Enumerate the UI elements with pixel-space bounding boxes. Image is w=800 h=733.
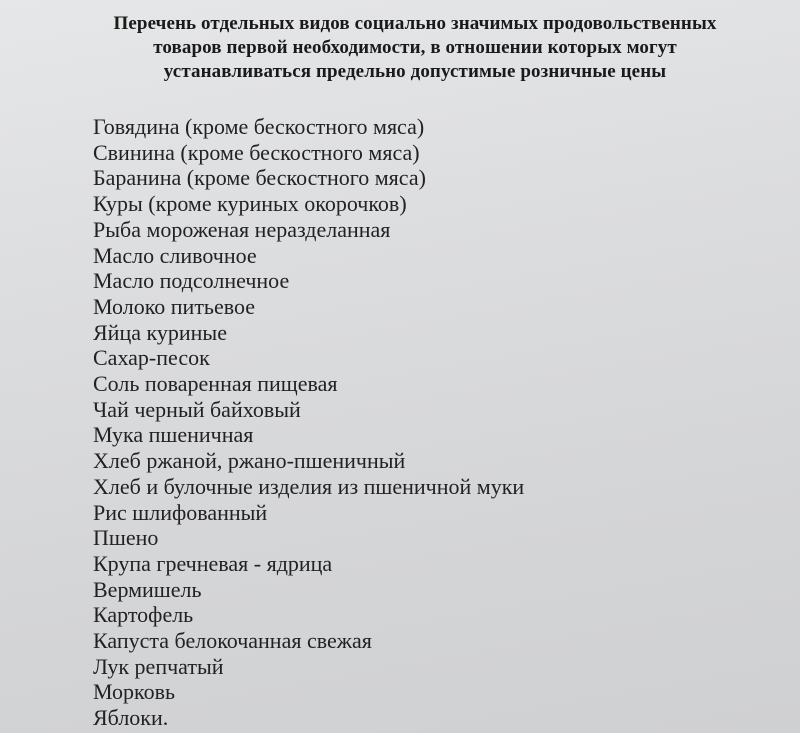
list-item: Морковь xyxy=(93,679,176,705)
list-item: Хлеб и булочные изделия из пшеничной муки xyxy=(93,473,525,499)
document-title xyxy=(60,12,770,84)
list-item: Мука пшеничная xyxy=(93,422,254,448)
list-item: Яйца куриные xyxy=(93,319,227,345)
list-item: Говядина (кроме бескостного мяса) xyxy=(93,114,425,139)
list-item: Лук репчатый xyxy=(93,653,224,679)
list-item: Масло подсолнечное xyxy=(93,268,290,294)
list-item: Крупа гречневая - ядрица xyxy=(93,550,333,576)
title-line: Перечень отдельных видов социально значимых продовольственных xyxy=(113,13,717,34)
list-item: Рыба мороженая неразделанная xyxy=(93,216,391,242)
list-item: Капуста белокочанная свежая xyxy=(93,628,372,654)
list-item: Вермишель xyxy=(93,576,202,602)
list-item: Картофель xyxy=(93,602,194,628)
list-item: Баранина (кроме бескостного мяса) xyxy=(93,165,426,191)
list-item: Куры (кроме куриных окорочков) xyxy=(93,191,407,217)
list-item: Свинина (кроме бескостного мяса) xyxy=(93,139,420,165)
list-item: Чай черный байховый xyxy=(93,396,301,422)
list-item: Пшено xyxy=(93,525,159,551)
goods-list xyxy=(93,114,524,731)
list-item: Масло сливочное xyxy=(93,242,257,268)
title-line: устанавливаться предельно допустимые розничные цены xyxy=(163,61,667,82)
list-item: Хлеб ржаной, ржано-пшеничный xyxy=(93,448,406,474)
list-item: Рис шлифованный xyxy=(93,499,268,525)
list-item: Соль поваренная пищевая xyxy=(93,371,338,397)
title-line: товаров первой необходимости, в отношении которых могут xyxy=(153,37,677,58)
list-item: Молоко питьевое xyxy=(93,293,256,319)
list-item: Сахар-песок xyxy=(93,345,210,371)
list-item: Яблоки. xyxy=(93,705,169,731)
